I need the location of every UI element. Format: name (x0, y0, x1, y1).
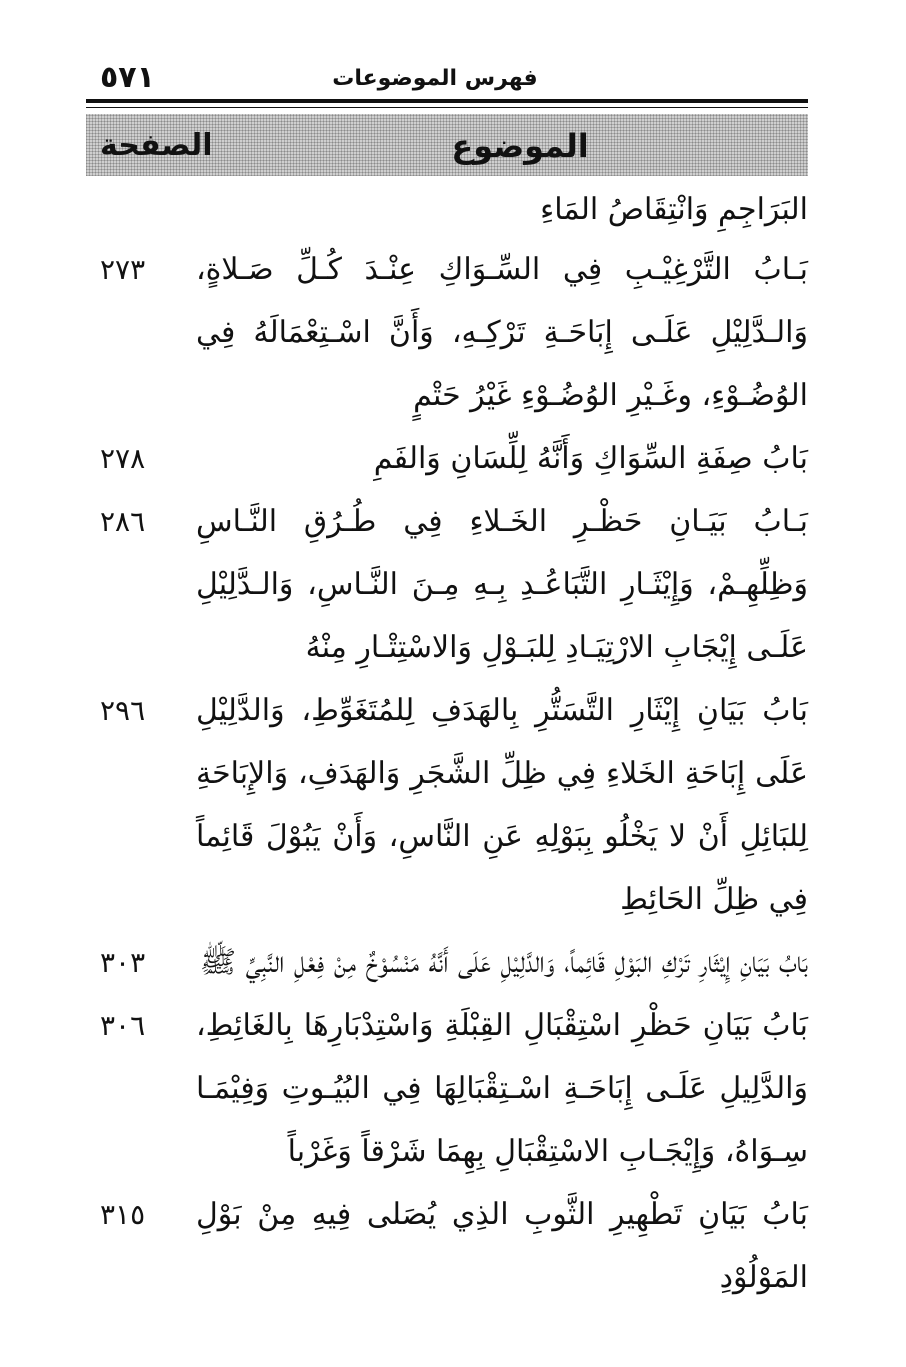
index-entry (86, 931, 808, 994)
index-entry (86, 679, 808, 931)
header-rule-thick (86, 99, 808, 103)
entry-topic: بَابُ بَيَانِ حَظْرِ اسْتِقْبَالِ القِبْلَةِ وَاسْتِدْبَارِهَا بِالغَائِطِ، وَالدَّلِيلِ عَلَـى إِبَاحَـةِ اسْـتِقْبَالِهَا فِي البُيُـوتِ وَفِيْمَـا سِـوَاهُ، وَإِيْجَـابِ الاسْتِقْبَالِ بِهِمَا شَرْقاً وَغَرْباً (196, 1008, 808, 1169)
entry-topic: البَرَاجِمِ وَانْتِقَاصُ المَاءِ (540, 192, 808, 227)
index-entries (86, 182, 808, 1309)
entry-topic: بَـابُ بَيَـانِ حَظْـرِ الخَـلاءِ فِي طُـرُقِ النَّـاسِ وَظِلِّهِـمْ، وَإِيْثَـارِ التَّبَاعُـدِ بِـهِ مِـنَ النَّـاسِ، وَالـدَّلِيْلِ عَلَـى إِيْجَابِ الارْتِيَـادِ لِلبَـوْلِ وَالاسْتِتْـارِ مِنْهُ (196, 504, 808, 665)
entry-topic: بَـابُ التَّرْغِيْـبِ فِي السِّـوَاكِ عِنْـدَ كُـلِّ صَـلاةٍ، وَالـدَّلِيْلِ عَلَـى إِبَاحَـةِ تَرْكِـهِ، وَأَنَّ اسْـتِعْمَالَهُ فِي الوُضُـوْءِ، وغَـيْرِ الوُضُـوْءِ غَيْرُ حَتْمٍ (196, 252, 808, 413)
index-entry (86, 994, 808, 1183)
entry-page: ٢٩٦ (100, 694, 146, 727)
entry-page: ٣٠٣ (100, 946, 146, 979)
entry-topic: بَابُ بَيَانِ تَطْهِيرِ الثَّوبِ الذِي يُصَلى فِيهِ مِنْ بَوْلِ المَوْلُوْدِ (196, 1197, 808, 1295)
entry-topic: بَابُ صِفَةِ السِّوَاكِ وَأَنَّهُ لِلِّسَانِ وَالفَمِ (373, 441, 808, 476)
entry-page: ٣٠٦ (100, 1009, 146, 1042)
index-entry (86, 427, 808, 490)
entry-topic: بَابُ بَيَانِ إِيْثَارِ تَرْكِ البَوْلِ قَائِماً، وَالدَّلِيْلِ عَلَى أَنَّهُ مَنْسُوْخٌ مِنْ فِعْلِ النَّبِيِّ ﷺ (199, 945, 808, 980)
entry-page: ٢٧٨ (100, 442, 146, 475)
entry-page: ٢٨٦ (100, 505, 146, 538)
page-number: ٥٧١ (100, 60, 155, 95)
entry-page: ٣١٥ (100, 1198, 146, 1231)
index-entry (86, 182, 808, 238)
index-entry (86, 490, 808, 679)
header-rule-thin (86, 107, 808, 108)
index-entry (86, 1183, 808, 1309)
entry-topic: بَابُ بَيَانِ إِيْثَارِ التَّسَتُّرِ بِالهَدَفِ لِلمُتَغَوِّطِ، وَالدَّلِيْلِ عَلَى إِبَاحَةِ الخَلاءِ فِي ظِلِّ الشَّجَرِ وَالهَدَفِ، وَالإِبَاحَةِ لِلبَائِلِ أَنْ لا يَخْلُو بِبَوْلِهِ عَنِ النَّاسِ، وَأَنْ يَبُوْلَ قَائِماً فِي ظِلِّ الحَائِطِ (196, 693, 808, 917)
topic-column-header: الموضوع (451, 127, 589, 165)
running-title: فهرس الموضوعات (332, 66, 538, 91)
index-entry (86, 238, 808, 427)
entry-page: ٢٧٣ (100, 253, 146, 286)
page-column-header: الصفحة (100, 128, 213, 163)
